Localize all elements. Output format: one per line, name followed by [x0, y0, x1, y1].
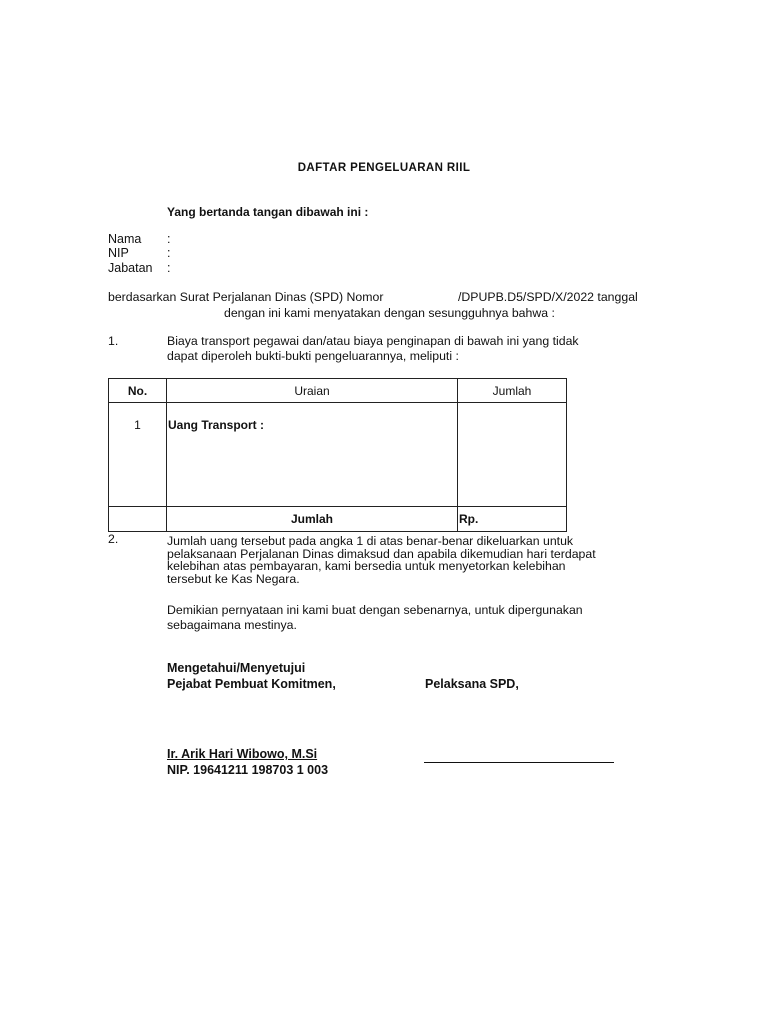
point-2-line-1: Jumlah uang tersebut pada angka 1 di atas benar-benar dikeluarkan untuk	[167, 534, 574, 548]
field-colon-nip: :	[167, 246, 171, 260]
row-number: 1	[109, 403, 167, 507]
table-header-row	[109, 379, 567, 403]
point-2-number: 2.	[108, 532, 119, 546]
total-label: Jumlah	[167, 507, 458, 532]
field-colon-nama: :	[167, 232, 171, 246]
spd-reference-number: /DPUPB.D5/SPD/X/2022 tanggal	[458, 290, 638, 304]
approval-label: Mengetahui/Menyetujui	[167, 661, 306, 675]
header-no: No.	[109, 379, 167, 403]
table-row	[109, 403, 567, 507]
executor-title: Pelaksana SPD,	[425, 677, 519, 691]
point-2-line-3: kelebihan atas pembayaran, kami bersedia untuk menyetorkan kelebihan	[167, 559, 566, 573]
field-label-nip: NIP	[108, 246, 129, 260]
expense-table	[108, 378, 567, 532]
official-nip: NIP. 19641211 198703 1 003	[167, 763, 329, 777]
point-2-line-4: tersebut ke Kas Negara.	[167, 572, 300, 586]
spd-reference-left: berdasarkan Surat Perjalanan Dinas (SPD) Nomor	[108, 290, 384, 304]
official-name: Ir. Arik Hari Wibowo, M.Si	[167, 747, 318, 761]
closing-line-2: sebagaimana mestinya.	[167, 618, 297, 632]
intro-text: Yang bertanda tangan dibawah ini :	[167, 205, 369, 219]
closing-line-1: Demikian pernyataan ini kami buat dengan sebenarnya, untuk dipergunakan	[167, 603, 583, 617]
point-2-line-2: pelaksanaan Perjalanan Dinas dimaksud dan apabila dikemudian hari terdapat	[167, 547, 596, 561]
field-label-nama: Nama	[108, 232, 142, 246]
field-colon-jabatan: :	[167, 261, 171, 275]
point-1-line-1: Biaya transport pegawai dan/atau biaya penginapan di bawah ini yang tidak	[167, 334, 579, 348]
document-title: DAFTAR PENGELUARAN RIIL	[297, 162, 471, 174]
header-jumlah: Jumlah	[458, 379, 567, 403]
header-uraian: Uraian	[167, 379, 458, 403]
official-title: Pejabat Pembuat Komitmen,	[167, 677, 336, 691]
total-value: Rp.	[458, 507, 567, 532]
row-amount	[458, 403, 567, 507]
table-total-row	[109, 507, 567, 532]
field-label-jabatan: Jabatan	[108, 261, 153, 275]
spd-statement: dengan ini kami menyatakan dengan sesungguhnya bahwa :	[224, 306, 555, 320]
total-empty-cell	[109, 507, 167, 532]
signature-line	[424, 762, 614, 763]
point-1-number: 1.	[108, 334, 119, 348]
row-description: Uang Transport :	[167, 403, 458, 507]
point-1-line-2: dapat diperoleh bukti-bukti pengeluarannya, meliputi :	[167, 349, 459, 363]
